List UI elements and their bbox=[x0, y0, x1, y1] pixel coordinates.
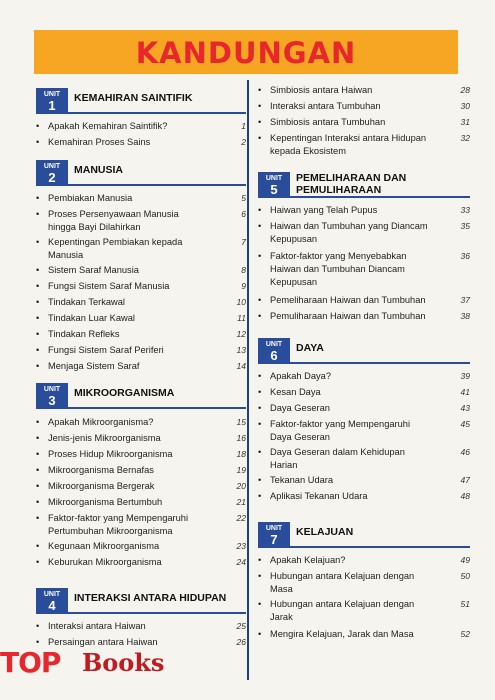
unit-title[interactable]: INTERAKSI ANTARA HIDUPAN bbox=[74, 592, 227, 604]
bullet-icon: • bbox=[36, 209, 40, 219]
toc-entry-title: Kegunaan Mikroorganisma bbox=[48, 541, 160, 551]
bullet-icon: • bbox=[258, 221, 262, 231]
unit-label: UNIT bbox=[265, 341, 283, 348]
unit-title[interactable]: MANUSIA bbox=[74, 164, 123, 176]
toc-entry-title: Hubungan antara Kelajuan dengan Jarak bbox=[270, 599, 415, 622]
toc-entry-title: Aplikasi Tekanan Udara bbox=[270, 491, 368, 501]
bullet-icon: • bbox=[36, 433, 40, 443]
toc-entry-page: 22 bbox=[236, 513, 246, 523]
toc-entry-page: 21 bbox=[236, 497, 246, 507]
unit-number: 7 bbox=[270, 532, 278, 547]
toc-entry-page: 20 bbox=[236, 481, 246, 491]
toc-entry-page: 19 bbox=[236, 465, 246, 475]
bullet-icon: • bbox=[258, 133, 262, 143]
bullet-icon: • bbox=[36, 497, 40, 507]
toc-entry-title: Apakah Mikroorganisma? bbox=[48, 417, 154, 427]
toc-entry-title: Daya Geseran dalam Kehidupan Harian bbox=[270, 447, 405, 470]
toc-entry-title: Proses Hidup Mikroorganisma bbox=[48, 449, 173, 459]
toc-entry-title: Apakah Kemahiran Saintifik? bbox=[48, 121, 168, 131]
toc-entry-title: Faktor-faktor yang Mempengaruhi Pertumbuhan Mikroorganisma bbox=[48, 513, 189, 536]
bullet-icon: • bbox=[36, 361, 40, 371]
bullet-icon: • bbox=[258, 555, 262, 565]
bullet-icon: • bbox=[36, 541, 40, 551]
toc-entry-title: Faktor-faktor yang Menyebabkan Haiwan dan Tumbuhan Diancam Kepupusan bbox=[270, 251, 407, 287]
unit-title[interactable]: PEMELIHARAAN DAN PEMULIHARAAN bbox=[296, 172, 407, 196]
toc-entry-page: 8 bbox=[241, 265, 246, 275]
bullet-icon: • bbox=[258, 311, 262, 321]
toc-entry-page: 24 bbox=[236, 557, 246, 567]
unit-header bbox=[36, 160, 246, 186]
unit-title[interactable]: DAYA bbox=[296, 342, 324, 354]
toc-entry-title: Haiwan dan Tumbuhan yang Diancam Kepupusan bbox=[270, 221, 428, 244]
toc-entry-page: 41 bbox=[460, 387, 470, 397]
unit-label: UNIT bbox=[43, 591, 61, 598]
unit-header bbox=[258, 338, 470, 364]
unit-underline bbox=[290, 546, 470, 548]
toc-entry-title: Apakah Daya? bbox=[270, 371, 331, 381]
unit-number-badge bbox=[36, 588, 68, 614]
unit-header bbox=[36, 383, 246, 409]
bullet-icon: • bbox=[258, 371, 262, 381]
unit-underline bbox=[290, 362, 470, 364]
toc-entry-page: 7 bbox=[241, 237, 246, 247]
bullet-icon: • bbox=[36, 121, 40, 131]
bullet-icon: • bbox=[258, 387, 262, 397]
unit-header bbox=[258, 172, 470, 198]
column-divider bbox=[247, 80, 249, 680]
bullet-icon: • bbox=[36, 557, 40, 567]
unit-header bbox=[36, 588, 246, 614]
toc-entry-title: Interaksi antara Tumbuhan bbox=[270, 101, 381, 111]
toc-entry-title: Proses Persenyawaan Manusia hingga Bayi Dilahirkan bbox=[48, 209, 179, 232]
bullet-icon: • bbox=[258, 101, 262, 111]
toc-entry-page: 43 bbox=[460, 403, 470, 413]
bullet-icon: • bbox=[258, 295, 262, 305]
unit-underline bbox=[68, 612, 246, 614]
toc-entry-page: 33 bbox=[460, 205, 470, 215]
bullet-icon: • bbox=[258, 403, 262, 413]
toc-entry-title: Kepentingan Pembiakan kepada Manusia bbox=[48, 237, 183, 260]
toc-entry-title: Sistem Saraf Manusia bbox=[48, 265, 139, 275]
toc-entry-title: Tindakan Luar Kawal bbox=[48, 313, 135, 323]
toc-entry-page: 46 bbox=[460, 447, 470, 457]
bullet-icon: • bbox=[36, 193, 40, 203]
toc-entry-page: 14 bbox=[236, 361, 246, 371]
toc-entry-title: Tindakan Refleks bbox=[48, 329, 120, 339]
toc-entry-page: 35 bbox=[460, 221, 470, 231]
toc-entry-title: Daya Geseran bbox=[270, 403, 330, 413]
toc-entry-title: Simbiosis antara Haiwan bbox=[270, 85, 373, 95]
unit-header bbox=[258, 522, 470, 548]
bullet-icon: • bbox=[258, 117, 262, 127]
toc-entry-title: Fungsi Sistem Saraf Periferi bbox=[48, 345, 164, 355]
bullet-icon: • bbox=[258, 85, 262, 95]
toc-entry-page: 38 bbox=[460, 311, 470, 321]
unit-number-badge bbox=[258, 522, 290, 548]
toc-entry-page: 18 bbox=[236, 449, 246, 459]
unit-number-badge bbox=[258, 172, 290, 198]
toc-entry-title: Tekanan Udara bbox=[270, 475, 334, 485]
toc-entry-page: 51 bbox=[460, 599, 470, 609]
bullet-icon: • bbox=[36, 313, 40, 323]
toc-entry-title: Mikroorganisma Bertumbuh bbox=[48, 497, 163, 507]
bullet-icon: • bbox=[258, 251, 262, 261]
logo-text-top: TOP bbox=[0, 646, 61, 679]
unit-number: 1 bbox=[48, 98, 56, 113]
unit-label: UNIT bbox=[43, 163, 61, 170]
bullet-icon: • bbox=[258, 475, 262, 485]
bullet-icon: • bbox=[258, 629, 262, 639]
toc-entry-page: 52 bbox=[460, 629, 470, 639]
bullet-icon: • bbox=[258, 419, 262, 429]
toc-entry-page: 48 bbox=[460, 491, 470, 501]
toc-entry-page: 9 bbox=[241, 281, 246, 291]
toc-entry-title: Haiwan yang Telah Pupus bbox=[270, 205, 378, 215]
bullet-icon: • bbox=[36, 345, 40, 355]
unit-number: 4 bbox=[48, 598, 56, 613]
toc-entry-title: Tindakan Terkawal bbox=[48, 297, 125, 307]
toc-entry-page: 11 bbox=[237, 313, 246, 323]
toc-entry-page: 12 bbox=[236, 329, 246, 339]
toc-entry-page: 32 bbox=[460, 133, 470, 143]
toc-entry-page: 2 bbox=[241, 137, 246, 147]
unit-label: UNIT bbox=[43, 91, 61, 98]
bullet-icon: • bbox=[36, 281, 40, 291]
bullet-icon: • bbox=[36, 481, 40, 491]
toc-entry-page: 28 bbox=[460, 85, 470, 95]
toc-entry-page: 16 bbox=[236, 433, 246, 443]
unit-underline bbox=[68, 112, 246, 114]
toc-entry-title: Apakah Kelajuan? bbox=[270, 555, 346, 565]
toc-entry-page: 25 bbox=[236, 621, 246, 631]
toc-entry-title: Mikroorganisma Bergerak bbox=[48, 481, 155, 491]
bullet-icon: • bbox=[36, 513, 40, 523]
toc-entry-title: Pemeliharaan Haiwan dan Tumbuhan bbox=[270, 295, 426, 305]
toc-entry-page: 45 bbox=[460, 419, 470, 429]
bullet-icon: • bbox=[36, 417, 40, 427]
unit-number: 5 bbox=[270, 182, 278, 197]
title-banner bbox=[34, 30, 458, 74]
toc-entry-title: Mikroorganisma Bernafas bbox=[48, 465, 154, 475]
toc-entry-title: Pembiakan Manusia bbox=[48, 193, 133, 203]
unit-number-badge bbox=[36, 88, 68, 114]
unit-number-badge bbox=[36, 160, 68, 186]
bullet-icon: • bbox=[258, 599, 262, 609]
toc-entry-page: 13 bbox=[236, 345, 246, 355]
bullet-icon: • bbox=[36, 137, 40, 147]
toc-entry-page: 6 bbox=[241, 209, 246, 219]
page-title: KANDUNGAN bbox=[135, 36, 357, 70]
bullet-icon: • bbox=[258, 571, 262, 581]
toc-entry-page: 30 bbox=[460, 101, 470, 111]
toc-entry-title: Interaksi antara Haiwan bbox=[48, 621, 146, 631]
bullet-icon: • bbox=[258, 447, 262, 457]
toc-entry-title: Kepentingan Interaksi antara Hidupan kepada Ekosistem bbox=[270, 133, 427, 156]
bullet-icon: • bbox=[36, 265, 40, 275]
toc-entry-page: 26 bbox=[236, 637, 246, 647]
toc-entry-page: 31 bbox=[460, 117, 470, 127]
bullet-icon: • bbox=[36, 449, 40, 459]
unit-number: 6 bbox=[270, 348, 278, 363]
toc-entry-page: 49 bbox=[460, 555, 470, 565]
toc-entry-page: 1 bbox=[241, 121, 246, 131]
toc-entry-page: 39 bbox=[460, 371, 470, 381]
bullet-icon: • bbox=[258, 491, 262, 501]
toc-entry-title: Hubungan antara Kelajuan dengan Masa bbox=[270, 571, 415, 594]
unit-underline bbox=[68, 184, 246, 186]
bullet-icon: • bbox=[36, 621, 40, 631]
unit-label: UNIT bbox=[265, 175, 283, 182]
bullet-icon: • bbox=[258, 205, 262, 215]
toc-entry-page: 50 bbox=[460, 571, 470, 581]
toc-entry-title: Mengira Kelajuan, Jarak dan Masa bbox=[270, 629, 414, 639]
toc-entry-page: 37 bbox=[460, 295, 470, 305]
toc-entry-title: Fungsi Sistem Saraf Manusia bbox=[48, 281, 170, 291]
toc-entry-title: Kemahiran Proses Sains bbox=[48, 137, 151, 147]
unit-title[interactable]: KELAJUAN bbox=[296, 526, 354, 538]
toc-entry-title: Menjaga Sistem Saraf bbox=[48, 361, 140, 371]
toc-entry-title: Jenis-jenis Mikroorganisma bbox=[48, 433, 161, 443]
toc-entry-title: Keburukan Mikroorganisma bbox=[48, 557, 162, 567]
unit-number: 2 bbox=[48, 170, 56, 185]
toc-entry-title: Persaingan antara Haiwan bbox=[48, 637, 158, 647]
unit-number-badge bbox=[258, 338, 290, 364]
toc-entry-page: 36 bbox=[460, 251, 470, 261]
bullet-icon: • bbox=[36, 297, 40, 307]
unit-underline bbox=[68, 407, 246, 409]
toc-entry-page: 15 bbox=[236, 417, 246, 427]
unit-label: UNIT bbox=[265, 525, 283, 532]
unit-underline bbox=[290, 196, 470, 198]
toc-entry-title: Pemuliharaan Haiwan dan Tumbuhan bbox=[270, 311, 426, 321]
unit-title[interactable]: KEMAHIRAN SAINTIFIK bbox=[74, 92, 193, 104]
unit-label: UNIT bbox=[43, 386, 61, 393]
toc-entry-title: Faktor-faktor yang Mempengaruhi Daya Geseran bbox=[270, 419, 411, 442]
bullet-icon: • bbox=[36, 637, 40, 647]
toc-entry-title: Simbiosis antara Tumbuhan bbox=[270, 117, 386, 127]
bullet-icon: • bbox=[36, 329, 40, 339]
toc-entry-page: 10 bbox=[236, 297, 246, 307]
toc-entry-page: 47 bbox=[460, 475, 470, 485]
bullet-icon: • bbox=[36, 465, 40, 475]
topbooks-logo bbox=[0, 640, 170, 700]
unit-number-badge bbox=[36, 383, 68, 409]
unit-number: 3 bbox=[48, 393, 56, 408]
toc-entry-page: 23 bbox=[236, 541, 246, 551]
logo-text-books: Books bbox=[82, 648, 165, 677]
toc-entry-title: Kesan Daya bbox=[270, 387, 321, 397]
toc-entry-page: 5 bbox=[241, 193, 246, 203]
unit-title[interactable]: MIKROORGANISMA bbox=[74, 387, 175, 399]
unit-header bbox=[36, 88, 246, 114]
bullet-icon: • bbox=[36, 237, 40, 247]
